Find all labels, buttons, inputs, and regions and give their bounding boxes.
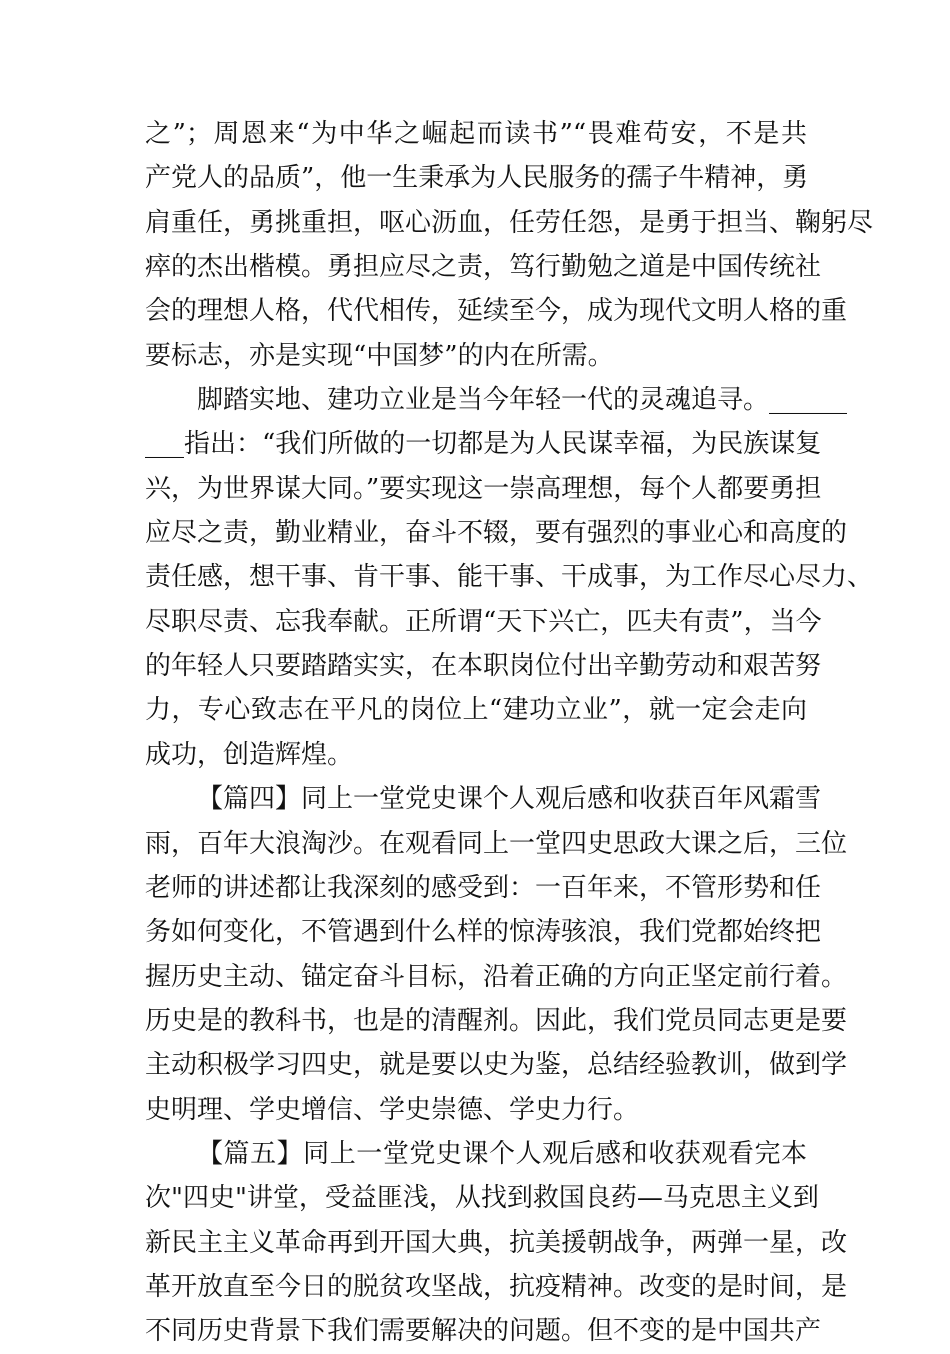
text-line: 老师的讲述都让我深刻的感受到：一百年来，不管形势和任 xyxy=(145,872,822,903)
text-line: 新民主主义革命再到开国大典，抗美援朝战争，两弹一星，改 xyxy=(145,1227,848,1258)
text-line: 兴，为世界谋大同。”要实现这一崇高理想，每个人都要勇担 xyxy=(145,473,822,504)
text-line: 力，专心致志在平凡的岗位上“建功立业”，就一定会走向 xyxy=(145,695,807,726)
text-line: 责任感，想干事、肯干事、能干事、干成事，为工作尽心尽力、 xyxy=(145,562,874,593)
text-line: 【篇四】同上一堂党史课个人观后感和收获百年风霜雪 xyxy=(197,784,822,815)
text-line: 尽职尽责、忘我奉献。正所谓“天下兴亡，匹夫有责”，当今 xyxy=(145,606,822,637)
text-line: 次"四史"讲堂，受益匪浅，从找到救国良药—马克思主义到 xyxy=(145,1183,819,1214)
text-line: 成功，创造辉煌。 xyxy=(145,739,354,770)
text-line: 雨，百年大浪淘沙。在观看同上一堂四史思政大课之后，三位 xyxy=(145,828,848,859)
text-line: 瘁的杰出楷模。勇担应尽之责，笃行勤勉之道是中国传统社 xyxy=(145,252,822,283)
text-line: 脚踏实地、建功立业是当今年轻一代的灵魂追寻。______ xyxy=(197,385,848,416)
text-line: 【篇五】同上一堂党史课个人观后感和收获观看完本 xyxy=(197,1138,807,1169)
text-line: 握历史主动、锚定奋斗目标，沿着正确的方向正坚定前行着。 xyxy=(145,961,848,992)
text-line: ___指出：“我们所做的一切都是为人民谋幸福，为民族谋复 xyxy=(145,429,822,460)
text-line: 的年轻人只要踏踏实实，在本职岗位付出辛勤劳动和艰苦努 xyxy=(145,651,822,682)
text-line: 会的理想人格，代代相传，延续至今，成为现代文明人格的重 xyxy=(145,296,848,327)
text-line: 主动积极学习四史，就是要以史为鉴，总结经验教训，做到学 xyxy=(145,1050,848,1081)
text-line: 肩重任，勇挑重担，呕心沥血，任劳任怨，是勇于担当、鞠躬尽 xyxy=(145,207,874,238)
text-line: 历史是的教科书，也是的清醒剂。因此，我们党员同志更是要 xyxy=(145,1005,848,1036)
text-line: 之”；周恩来“为中华之崛起而读书”“畏难苟安，不是共 xyxy=(145,119,807,149)
text-line: 不同历史背景下我们需要解决的问题。但不变的是中国共产 xyxy=(145,1316,822,1347)
text-line: 革开放直至今日的脱贫攻坚战，抗疫精神。改变的是时间，是 xyxy=(145,1271,848,1302)
text-line: 应尽之责，勤业精业，奋斗不辍，要有强烈的事业心和高度的 xyxy=(145,518,848,549)
text-line: 要标志，亦是实现“中国梦”的内在所需。 xyxy=(145,340,614,371)
text-line: 产党人的品质”，他一生秉承为人民服务的孺子牛精神，勇 xyxy=(145,163,809,194)
document-body xyxy=(145,112,874,1354)
text-line: 务如何变化，不管遇到什么样的惊涛骇浪，我们党都始终把 xyxy=(145,917,822,948)
text-line: 史明理、学史增信、学史崇德、学史力行。 xyxy=(145,1094,640,1125)
